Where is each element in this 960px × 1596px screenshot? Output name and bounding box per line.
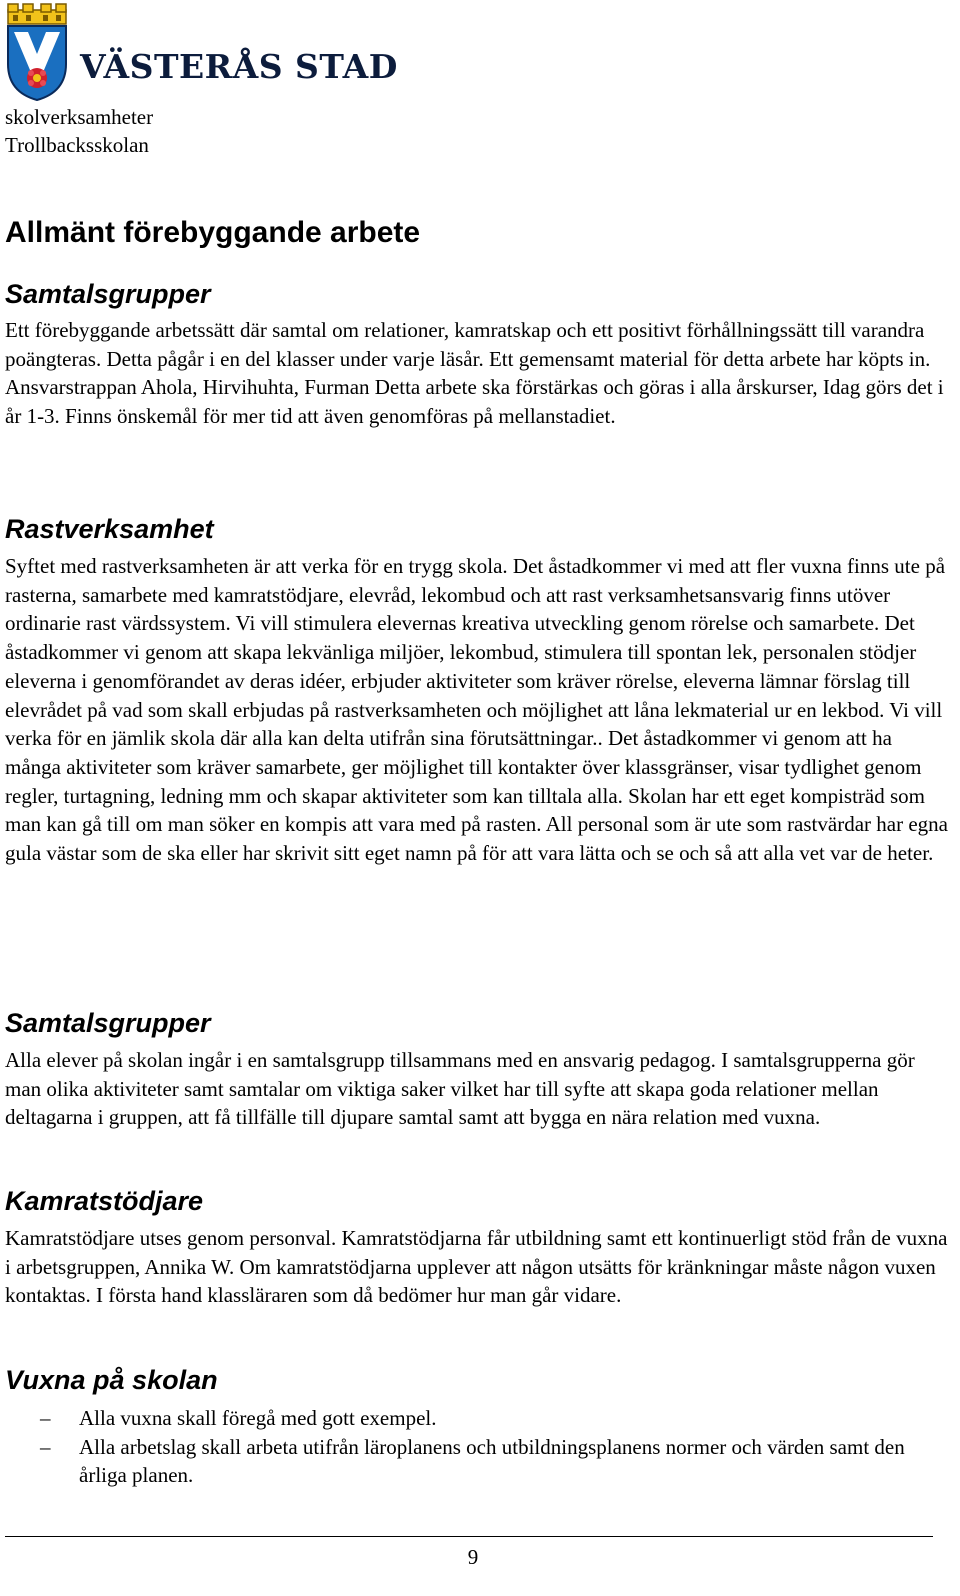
page-number: 9 [467, 1545, 479, 1569]
section-text-samtalsgrupper: Ett förebyggande arbetssätt där samtal om relationer, kamratskap och ett positivt förhållningssätt till varandra poängteras. Detta pågår i en del klasser under varje läsår. Ett gemensamt material för detta arbete har köpts in. Ansvarstrappan Ahola, Hirvihuhta, Furman Detta arbete ska förstärkas och göras i alla årskurser, Idag görs det i år 1-3. Finns önskemål för mer tid att även genomföras på mellanstadiet. [5, 318, 944, 429]
section-text-rastverksamhet: Syftet med rastverksamheten är att verka för en trygg skola. Det åstadkommer vi med att fler vuxna finns ute på rasterna, samarbete med kamratstödjare, elevråd, lekombud och att rast verksamhetsansvarig finns utöver ordinarie rast värdssystem. Vi vill stimulera elevernas kreativa utveckling genom rörelse och samarbete. Det åstadkommer vi genom att skapa lekvänliga miljöer, lekombud, stimulera till spontan lek, personalen stödjer eleverna i genomförandet av deras idéer, erbjuder aktiviteter som kräver rörelse, eleverna lämnar förslag till elevrådet på vad som skall erbjudas på rastverksamheten och möjlighet att låna lekmaterial ur en lekbod. Vi vill verka för en jämlik skola där alla kan delta utifrån sina förutsättningar.. Det åstadkommer vi genom att ha många aktiviteter som kräver samarbete, ger möjlighet till kontakter över klassgränser, visar tydlighet genom regler, turtagning, ledning mm och skapar aktiviteter som kan tilltala alla. Skolan har ett eget kompisträd som man kan gå till om man söker en kompis att vara med på rasten. All personal som är ute som rastvärdar har egna gula västar som de ska eller har skrivit sitt eget namn på för att vara lätta och se och så att alla vet var de heter. [5, 554, 948, 866]
document-title: Allmänt förebyggande arbete [5, 216, 421, 249]
dash-bullet-icon: – [40, 1406, 51, 1430]
section-heading-vuxna: Vuxna på skolan [5, 1365, 218, 1395]
vasteras-stad-logo [4, 2, 398, 102]
section-heading-kamratstodjare: Kamratstödjare [5, 1186, 204, 1216]
vuxna-bullet-list [0, 1404, 960, 1490]
section-text-kamratstodjare: Kamratstödjare utses genom personval. Kamratstödjarna får utbildning samt ett kontinuerligt stöd från de vuxna i arbetsgruppen, Annika W. Om kamratstödjarna upplever att någon utsätts för kränkningar måste någon vuxen kontaktas. I första hand klassläraren som då bedömer hur man går vidare. [5, 1226, 948, 1308]
section-heading-samtalsgrupper-2: Samtalsgrupper [5, 1008, 211, 1038]
footer-divider [5, 1536, 933, 1537]
list-item [0, 1404, 939, 1433]
list-item [0, 1433, 939, 1490]
section-text-samtalsgrupper-2: Alla elever på skolan ingår i en samtalsgrupp tillsammans med en ansvarig pedagog. I samtalsgrupperna gör man olika aktiviteter samt samtalar om viktiga saker vilket har till syfte att skapa goda relationer mellan deltagarna i gruppen, att få tillfälle till djupare samtal samt att bygga en nära relation med vuxna. [5, 1048, 915, 1130]
list-item-text: Alla vuxna skall föregå med gott exempel. [79, 1406, 437, 1430]
department-name: skolverksamheter [5, 105, 154, 129]
logo-text: VÄSTERÅS STAD [80, 47, 398, 86]
dash-bullet-icon: – [40, 1434, 51, 1459]
list-item-text: Alla arbetslag skall arbeta utifrån läroplanens och utbildningsplanens normer och värden samt den årliga planen. [79, 1434, 905, 1488]
section-heading-samtalsgrupper: Samtalsgrupper [5, 279, 211, 309]
section-heading-rastverksamhet: Rastverksamhet [5, 514, 214, 544]
school-name: Trollbacksskolan [5, 133, 149, 157]
vasteras-crest-icon [4, 2, 72, 102]
